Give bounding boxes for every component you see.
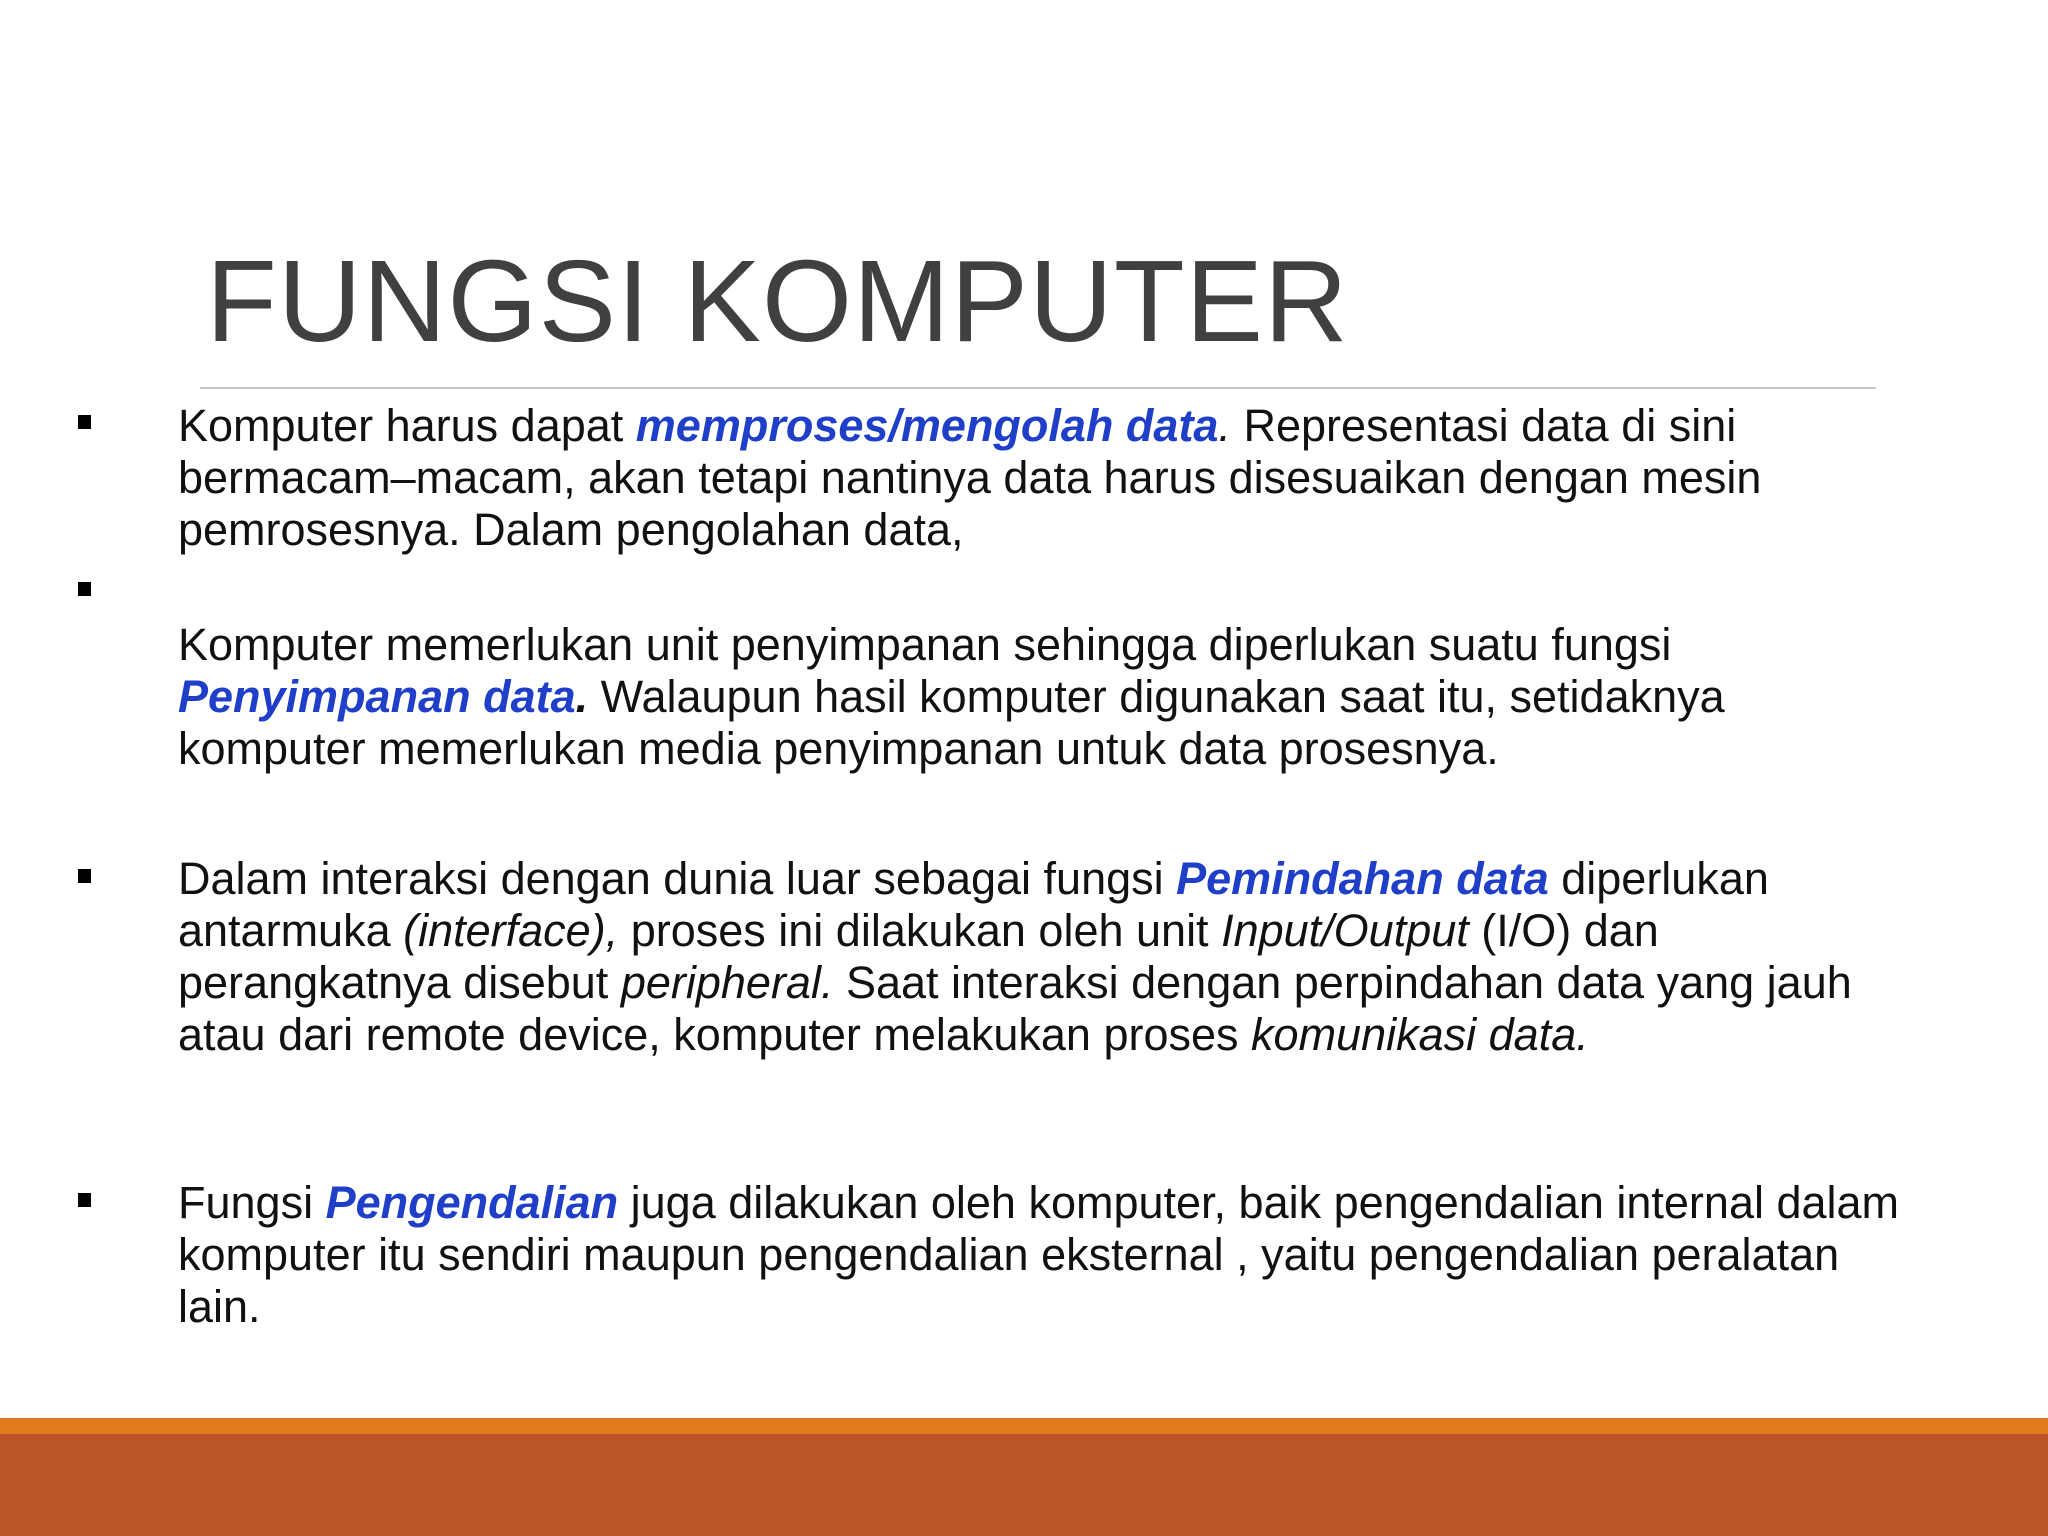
text-run: (interface),: [403, 905, 619, 956]
highlight-memproses: memproses/mengolah data: [635, 400, 1219, 451]
text-run: .: [575, 671, 589, 722]
square-bullet-icon: [78, 415, 91, 429]
paragraph-penyimpanan: [178, 619, 1918, 775]
footer-accent-stripe: [0, 1418, 2048, 1434]
text-run: peripheral.: [620, 957, 834, 1008]
text-run: diperlukan antarmuka: [178, 853, 1769, 956]
text-run: Dalam interaksi dengan dunia luar sebagai fungsi: [178, 853, 1177, 904]
square-bullet-icon: [78, 869, 91, 883]
text-run: Saat interaksi dengan perpindahan data yang jauh atau dari remote device, komputer melakukan proses: [178, 957, 1852, 1060]
text-run: Fungsi: [178, 1177, 326, 1228]
text-run: proses ini dilakukan oleh unit: [618, 905, 1222, 956]
text-run: (I/O) dan perangkatnya disebut: [178, 905, 1659, 1008]
footer-band: [0, 1434, 2048, 1536]
highlight-pemindahan: Pemindahan data: [1176, 853, 1549, 904]
text-run: Walaupun hasil komputer digunakan saat itu, setidaknya komputer memerlukan media penyimpanan untuk data prosesnya.: [178, 671, 1725, 774]
title-divider: [200, 387, 1876, 389]
text-run: juga dilakukan oleh komputer, baik pengendalian internal dalam komputer itu sendiri maupun pengendalian eksternal , yaitu pengendalian peralatan lain.: [178, 1177, 1900, 1332]
paragraph-memproses: [178, 400, 1918, 556]
text-run: Input/Output: [1221, 905, 1469, 956]
square-bullet-icon: [78, 582, 91, 596]
square-bullet-icon: [78, 1193, 91, 1207]
paragraph-pengendalian: [178, 1177, 1918, 1333]
slide-title: FUNGSI KOMPUTER: [206, 236, 1349, 366]
text-run: .: [1218, 400, 1231, 451]
text-run: Komputer memerlukan unit penyimpanan sehingga diperlukan suatu fungsi: [178, 619, 1672, 670]
highlight-penyimpanan: Penyimpanan data: [178, 671, 576, 722]
highlight-pengendalian: Pengendalian: [325, 1177, 619, 1228]
paragraph-pemindahan: [178, 853, 1918, 1061]
text-run: komunikasi data.: [1251, 1009, 1589, 1060]
text-run: Representasi data di sini bermacam–macam, akan tetapi nantinya data harus disesuaikan dengan mesin pemrosesnya. Dalam pengolahan data,: [178, 400, 1762, 555]
text-run: Komputer harus dapat: [178, 400, 636, 451]
